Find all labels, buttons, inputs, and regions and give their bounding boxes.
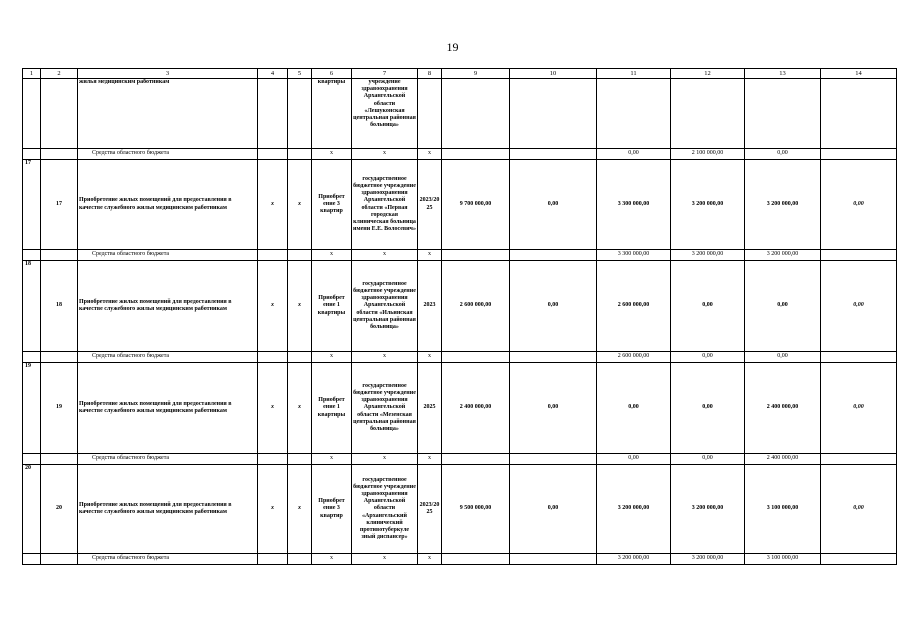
amount: 0,00 (510, 160, 597, 250)
item-number: 18 (41, 261, 78, 352)
cell: 3 200 000,00 (745, 250, 821, 261)
period: 2023/20 25 (418, 465, 442, 554)
cell: х (418, 250, 442, 261)
item-number: 17 (41, 160, 78, 250)
cell: х (258, 363, 288, 454)
cell: 3 200 000,00 (671, 554, 745, 565)
amount: 0,00 (510, 261, 597, 352)
column-numbers-row (23, 69, 897, 79)
item-action: Приобрет ение 1 квартиры (312, 363, 352, 454)
cell: 0,00 (745, 352, 821, 363)
cell: 0,00 (597, 454, 671, 465)
table-row (23, 160, 897, 250)
amount: 0,00 (671, 261, 745, 352)
table-row (23, 79, 897, 149)
item-name: Приобретение жилых помещений для предоставления в качестве служебного жилья медицинским работникам (78, 261, 258, 352)
col-header: 14 (821, 69, 897, 79)
cell: х (258, 261, 288, 352)
cell: 3 300 000,00 (597, 250, 671, 261)
amount: 3 100 000,00 (745, 465, 821, 554)
col-header: 3 (78, 69, 258, 79)
col-header: 1 (23, 69, 41, 79)
cell (510, 454, 597, 465)
organization: государственное бюджетное учреждение здравоохранения Архангельской области «Архангельский клинический противотуберкуле зный диспансер» (352, 465, 418, 554)
period: 2023 (418, 261, 442, 352)
page-number: 19 (446, 40, 459, 54)
period: 2023/20 25 (418, 160, 442, 250)
amount: 3 200 000,00 (597, 465, 671, 554)
cell: х (352, 250, 418, 261)
period: 2025 (418, 363, 442, 454)
cell: х (288, 160, 312, 250)
col-header: 4 (258, 69, 288, 79)
cell (821, 149, 897, 160)
amount: 0,00 (821, 465, 897, 554)
source-row (23, 352, 897, 363)
source-label: Средства областного бюджета (78, 454, 258, 465)
cell: 0,00 (671, 454, 745, 465)
organization: государственное бюджетное учреждение здравоохранения Архангельской области «Первая городская клиническая больница имени Е.Е. Волосевич» (352, 160, 418, 250)
amount: 0,00 (597, 363, 671, 454)
amount: 0,00 (510, 465, 597, 554)
item-number: 19 (41, 363, 78, 454)
col-header: 7 (352, 69, 418, 79)
amount: 3 200 000,00 (671, 160, 745, 250)
cell: х (418, 352, 442, 363)
cell: х (288, 363, 312, 454)
cell: х (288, 465, 312, 554)
row-number: 19 (23, 363, 41, 454)
cell (442, 554, 510, 565)
budget-table (22, 68, 897, 565)
cell: х (418, 454, 442, 465)
table-row (23, 363, 897, 454)
row-number: 20 (23, 465, 41, 554)
item-name: жилья медицинским работникам (78, 79, 258, 149)
cell (821, 454, 897, 465)
cell: х (418, 554, 442, 565)
item-number: 20 (41, 465, 78, 554)
amount-total: 9 500 000,00 (442, 465, 510, 554)
item-action: Приобрет ение 3 квартир (312, 160, 352, 250)
source-label: Средства областного бюджета (78, 250, 258, 261)
cell: х (352, 352, 418, 363)
cell: 0,00 (671, 352, 745, 363)
cell: 3 200 000,00 (597, 554, 671, 565)
cell (442, 352, 510, 363)
amount: 2 400 000,00 (745, 363, 821, 454)
cell: 3 100 000,00 (745, 554, 821, 565)
col-header: 5 (288, 69, 312, 79)
cell: х (352, 149, 418, 160)
amount-total: 2 600 000,00 (442, 261, 510, 352)
cell: 2 400 000,00 (745, 454, 821, 465)
cell: х (352, 554, 418, 565)
col-header: 12 (671, 69, 745, 79)
cell (442, 250, 510, 261)
cell (510, 352, 597, 363)
amount: 3 200 000,00 (745, 160, 821, 250)
cell (510, 250, 597, 261)
source-row (23, 554, 897, 565)
item-action: Приобрет ение 1 квартиры (312, 261, 352, 352)
item-name: Приобретение жилых помещений для предоставления в качестве служебного жилья медицинским работникам (78, 363, 258, 454)
amount: 0,00 (510, 363, 597, 454)
col-header: 9 (442, 69, 510, 79)
source-row (23, 454, 897, 465)
item-name: Приобретение жилых помещений для предоставления в качестве служебного жилья медицинским работникам (78, 465, 258, 554)
cell (821, 352, 897, 363)
organization: государственное бюджетное учреждение здравоохранения Архангельской области «Ильинская центральная районная больница» (352, 261, 418, 352)
cell: 0,00 (745, 149, 821, 160)
amount-total: 9 700 000,00 (442, 160, 510, 250)
cell (510, 554, 597, 565)
cell (442, 454, 510, 465)
amount: 3 300 000,00 (597, 160, 671, 250)
item-action: Приобрет ение 3 квартир (312, 465, 352, 554)
cell (821, 554, 897, 565)
cell: 2 100 000,00 (671, 149, 745, 160)
table-row (23, 261, 897, 352)
cell: х (312, 250, 352, 261)
source-row (23, 149, 897, 160)
source-label: Средства областного бюджета (78, 554, 258, 565)
item-action: квартиры (312, 79, 352, 149)
amount: 2 600 000,00 (597, 261, 671, 352)
col-header: 8 (418, 69, 442, 79)
cell: х (418, 149, 442, 160)
cell (442, 149, 510, 160)
cell (510, 149, 597, 160)
amount: 0,00 (821, 160, 897, 250)
cell: х (258, 465, 288, 554)
amount: 0,00 (821, 363, 897, 454)
amount: 0,00 (821, 261, 897, 352)
table-row (23, 465, 897, 554)
col-header: 10 (510, 69, 597, 79)
amount-total: 2 400 000,00 (442, 363, 510, 454)
cell: х (312, 454, 352, 465)
col-header: 13 (745, 69, 821, 79)
source-row (23, 250, 897, 261)
amount: 0,00 (671, 363, 745, 454)
cell: х (352, 454, 418, 465)
source-label: Средства областного бюджета (78, 352, 258, 363)
cell: х (258, 160, 288, 250)
cell (821, 250, 897, 261)
cell: 0,00 (597, 149, 671, 160)
cell: 3 200 000,00 (671, 250, 745, 261)
cell: 2 600 000,00 (597, 352, 671, 363)
organization: государственное бюджетное учреждение здравоохранения Архангельской области «Мезенская центральная районная больница» (352, 363, 418, 454)
source-label: Средства областного бюджета (78, 149, 258, 160)
cell: х (288, 261, 312, 352)
col-header: 2 (41, 69, 78, 79)
cell: х (312, 352, 352, 363)
cell: х (312, 554, 352, 565)
cell: х (312, 149, 352, 160)
row-number: 18 (23, 261, 41, 352)
row-number: 17 (23, 160, 41, 250)
col-header: 6 (312, 69, 352, 79)
amount: 3 200 000,00 (671, 465, 745, 554)
organization: учреждение здравоохранения Архангельской области «Лешуконская центральная районная больница» (352, 79, 418, 149)
col-header: 11 (597, 69, 671, 79)
item-name: Приобретение жилых помещений для предоставления в качестве служебного жилья медицинским работникам (78, 160, 258, 250)
amount: 0,00 (745, 261, 821, 352)
